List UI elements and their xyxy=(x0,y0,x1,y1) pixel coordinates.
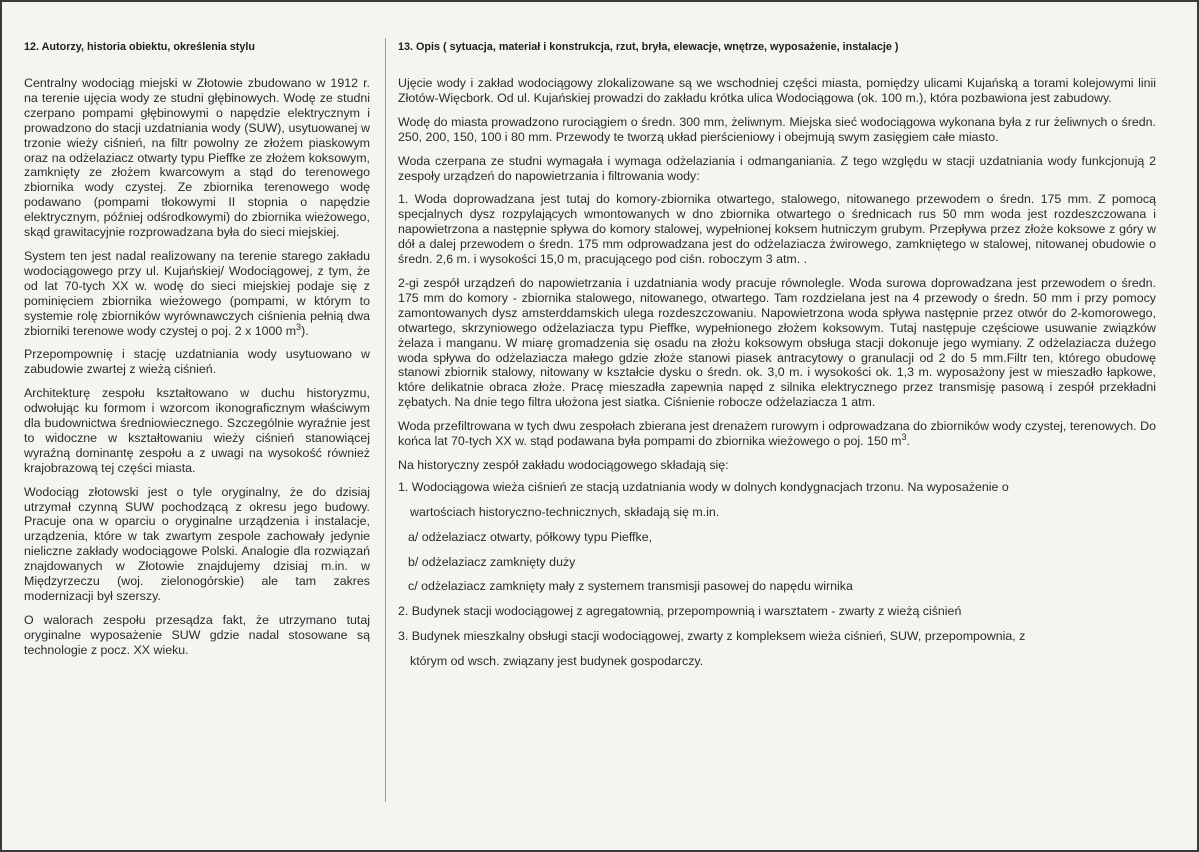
paragraph-system-text: System ten jest nadal realizowany na terenie starego zakładu wodociągowego przy ul. Kujańskiej/ Wodociągowej, z tym, że od lat 70-tych XX w. wodę do sieci miejskiej podaje się z pominięciem zbiornika wieżowego (pompami, w którym to systemie rolę zbiorników wyrównawczych ciśnienia pełnią dwa zbiorniki terenowe wody czystej o poj. 2 x 1000 m xyxy=(24,248,370,338)
list-subitem-b: b/ odżelaziacz zamknięty duży xyxy=(408,554,576,569)
paragraph-filtered-water-text: Woda przefiltrowana w tych dwu zespołach zbierana jest drenażem rurowym i odprowadzana do zbiorników wody czystej, terenowych. Do końca lat 70-tych XX w. stąd podawana była pompami do zbiornika wieżowego o poj. 150 m xyxy=(398,419,1156,449)
paragraph-unit-1: 1. Woda doprowadzana jest tutaj do komory-zbiornika otwartego, stalowego, nitowanego przewodem o średn. 175 mm. Z pomocą specjalnych dysz rozpylających wmontowanych w dno zbiornika otwartego o średnicach rus 50 mm woda jest rozdeszczowana i napowietrzona a następnie spływa do komory stalowej, wypełnionej koksem hutniczym grubym. Przepływa przez złoże koksowe z góry w dół a dalej przewodem o średn. 175 mm odprowadzana jest do odżelaziacza żwirowego, zamkniętego w stalowej, nitowanej obudowie o średn. 2,6 m. i wysokości 15,0 m, pracującego pod ciśn. roboczym 3 atm. . xyxy=(398,192,1156,267)
section-13-column xyxy=(398,40,1156,679)
paragraph-system xyxy=(24,249,370,338)
paragraph-pipes: Wodę do miasta prowadzono rurociągiem o średn. 300 mm, żeliwnym. Miejska sieć wodociągowa wykonana była z rur żeliwnych o średn. 250, 200, 150, 100 i 80 mm. Przewody te tworzą układ pierścieniowy i obejmują swym zasięgiem całe miasto. xyxy=(398,114,1156,144)
section-13-heading: 13. Opis ( sytuacja, materiał i konstrukcja, rzut, bryła, elewacje, wnętrze, wyposażenie, instalacje ) xyxy=(398,41,899,53)
section-12-heading: 12. Autorzy, historia obiektu, określenia stylu xyxy=(24,41,255,53)
paragraph-filtered-water xyxy=(398,419,1156,449)
paragraph-values: O walorach zespołu przesądza fakt, że utrzymano tutaj oryginalne wyposażenie SUW gdzie nadal stosowane są technologie z pocz. XX wieku. xyxy=(24,612,370,657)
paragraph-treatment: Woda czerpana ze studni wymagała i wymaga odżelaziania i odmanganiania. Z tego względu w stacji uzdatniania wody funkcjonują 2 zespoły urządzeń do napowietrzania i filtrowania wody: xyxy=(398,153,1156,183)
paragraph-history-intro: Centralny wodociąg miejski w Złotowie zbudowano w 1912 r. na terenie ujęcia wody ze studni głębinowych. Wodę ze studni czerpano pompami głębinowymi o napędzie elektrycznym i prowadzono do stacji uzdatniania wody (SUW), usytuowanej w trzonie wieży ciśnień, na filtr powolny ze złożem piaskowym oraz na odżelaziacz otwarty typu Pieffke ze złożem koksowym, zamknięty ze złożem kwarcowym a stąd do terenowego zbiornika wody czystej. Ze zbiornika terenowego wodę podawano (pompami tłokowymi II stopnia o napędzie elektrycznym, później odśrodkowymi) do zbiornika wieżowego, skąd grawitacyjnie rozprowadzana była do sieci miejskiej. xyxy=(24,76,370,240)
list-item-3-continuation: którym od wsch. związany jest budynek gospodarczy. xyxy=(410,654,704,669)
section-12-column xyxy=(24,40,370,667)
list-item-3: 3. Budynek mieszkalny obsługi stacji wodociągowej, zwarty z kompleksem wieża ciśnień, SUW, przepompownia, z xyxy=(398,629,1026,644)
paragraph-architecture: Architekturę zespołu kształtowano w duchu historyzmu, odwołując ku formom i wzorcom ikonograficznym właściwym dla budownictwa średniowiecznego. Szczególnie wyraźnie jest to widoczne w kształtowaniu wieży ciśnień stanowiącej wyraźną dominantę zespołu a z uwagi na wysokość również krajobrazową tej części miasta. xyxy=(24,386,370,475)
paragraph-system-end: ). xyxy=(301,323,309,338)
paragraph-filtered-water-end: . xyxy=(906,434,910,449)
superscript-3: 3 xyxy=(901,431,907,442)
list-item-2: 2. Budynek stacji wodociągowej z agregatownią, przepompownią i warsztatem - zwarty z wieżą ciśnień xyxy=(398,604,962,619)
paragraph-pump-station: Przepompownię i stację uzdatniania wody usytuowano w zabudowie zwartej z wieżą ciśnień. xyxy=(24,347,370,377)
list-item-1: 1. Wodociągowa wieża ciśnień ze stacją uzdatniania wody w dolnych kondygnacjach trzonu. Na wyposażenie o xyxy=(398,479,1009,494)
list-item-1-continuation: wartościach historyczno-technicznych, składają się m.in. xyxy=(410,504,720,519)
list-subitem-a: a/ odżelaziacz otwarty, półkowy typu Pieffke, xyxy=(408,529,653,544)
column-divider xyxy=(385,38,386,802)
list-subitem-c: c/ odżelaziacz zamknięty mały z systemem transmisji pasowej do napędu wirnika xyxy=(408,579,853,594)
paragraph-unit-2: 2-gi zespół urządzeń do napowietrzania i uzdatniania wody pracuje równolegle. Woda surowa doprowadzana jest przewodem o średn. 175 mm do komory - zbiornika stalowego, nitowanego, otwartego. Tam rozdzielana jest na 4 przewody o średn. 50 mm i przy pomocy zamontowanych dysz amsterddamskich ulega rozdeszczowaniu. Napowietrzona woda spływa następnie przez otwór do 2-komorowego, otwartego, skrzyniowego odżelaziacza typu Pieffke, wypełnionego złożem koksowym. Tutaj następuje częściowe usuwanie związków żelaza i manganu. W miarę gromadzenia się osadu na złożu koksowym obsługa stacji dokonuje jego wymiany. Z odżelaziacza dużego woda spływa do odżelaziacza małego gdzie złoże stanowi piasek antracytowy o granulacji od 2 do 5 mm.Filtr ten, którego obudowę stanowi zbiornik stalowy, nitowany w kształcie dysku o średn. ok. 3,0 m. i wysokości ok. 1,3 m. wyposażony jest w mieszadło łapkowe, które delikatnie obraca złoże. Pracę mieszadła zapewnia napęd z silnika elektrycznego przez transmisję pasową i zespół przekładni zębatych. Na dnie tego filtra ułożona jest siatka. Ciśnienie robocze odżelaziacza 1 atm. xyxy=(398,275,1156,410)
superscript-3: 3 xyxy=(296,321,302,332)
paragraph-originality: Wodociąg złotowski jest o tyle oryginalny, że do dzisiaj utrzymał czynną SUW pochodzącą z okresu jego budowy. Pracuje ona w oparciu o oryginalne urządzenia i instalacje, urządzenia, które w tak zwartym zespole zachowały jedynie nieliczne zakłady wodociągowe Polski. Analogie dla rozwiązań znajdowanych w Złotowie znajdujemy dzisiaj m.in. w Międzyrzeczu (woj. zielonogórskie) ale tam zakres modernizacji był szerszy. xyxy=(24,484,370,603)
paragraph-location: Ujęcie wody i zakład wodociągowy zlokalizowane są we wschodniej części miasta, pomiędzy ulicami Kujańską a torami kolejowymi linii Złotów-Więcbork. Od ul. Kujańskiej prowadzi do zakładu krótka ulica Wodociągowa (ok. 100 m.), która pozbawiona jest zabudowy. xyxy=(398,76,1156,105)
list-intro: Na historyczny zespół zakładu wodociągowego składają się: xyxy=(398,457,729,472)
